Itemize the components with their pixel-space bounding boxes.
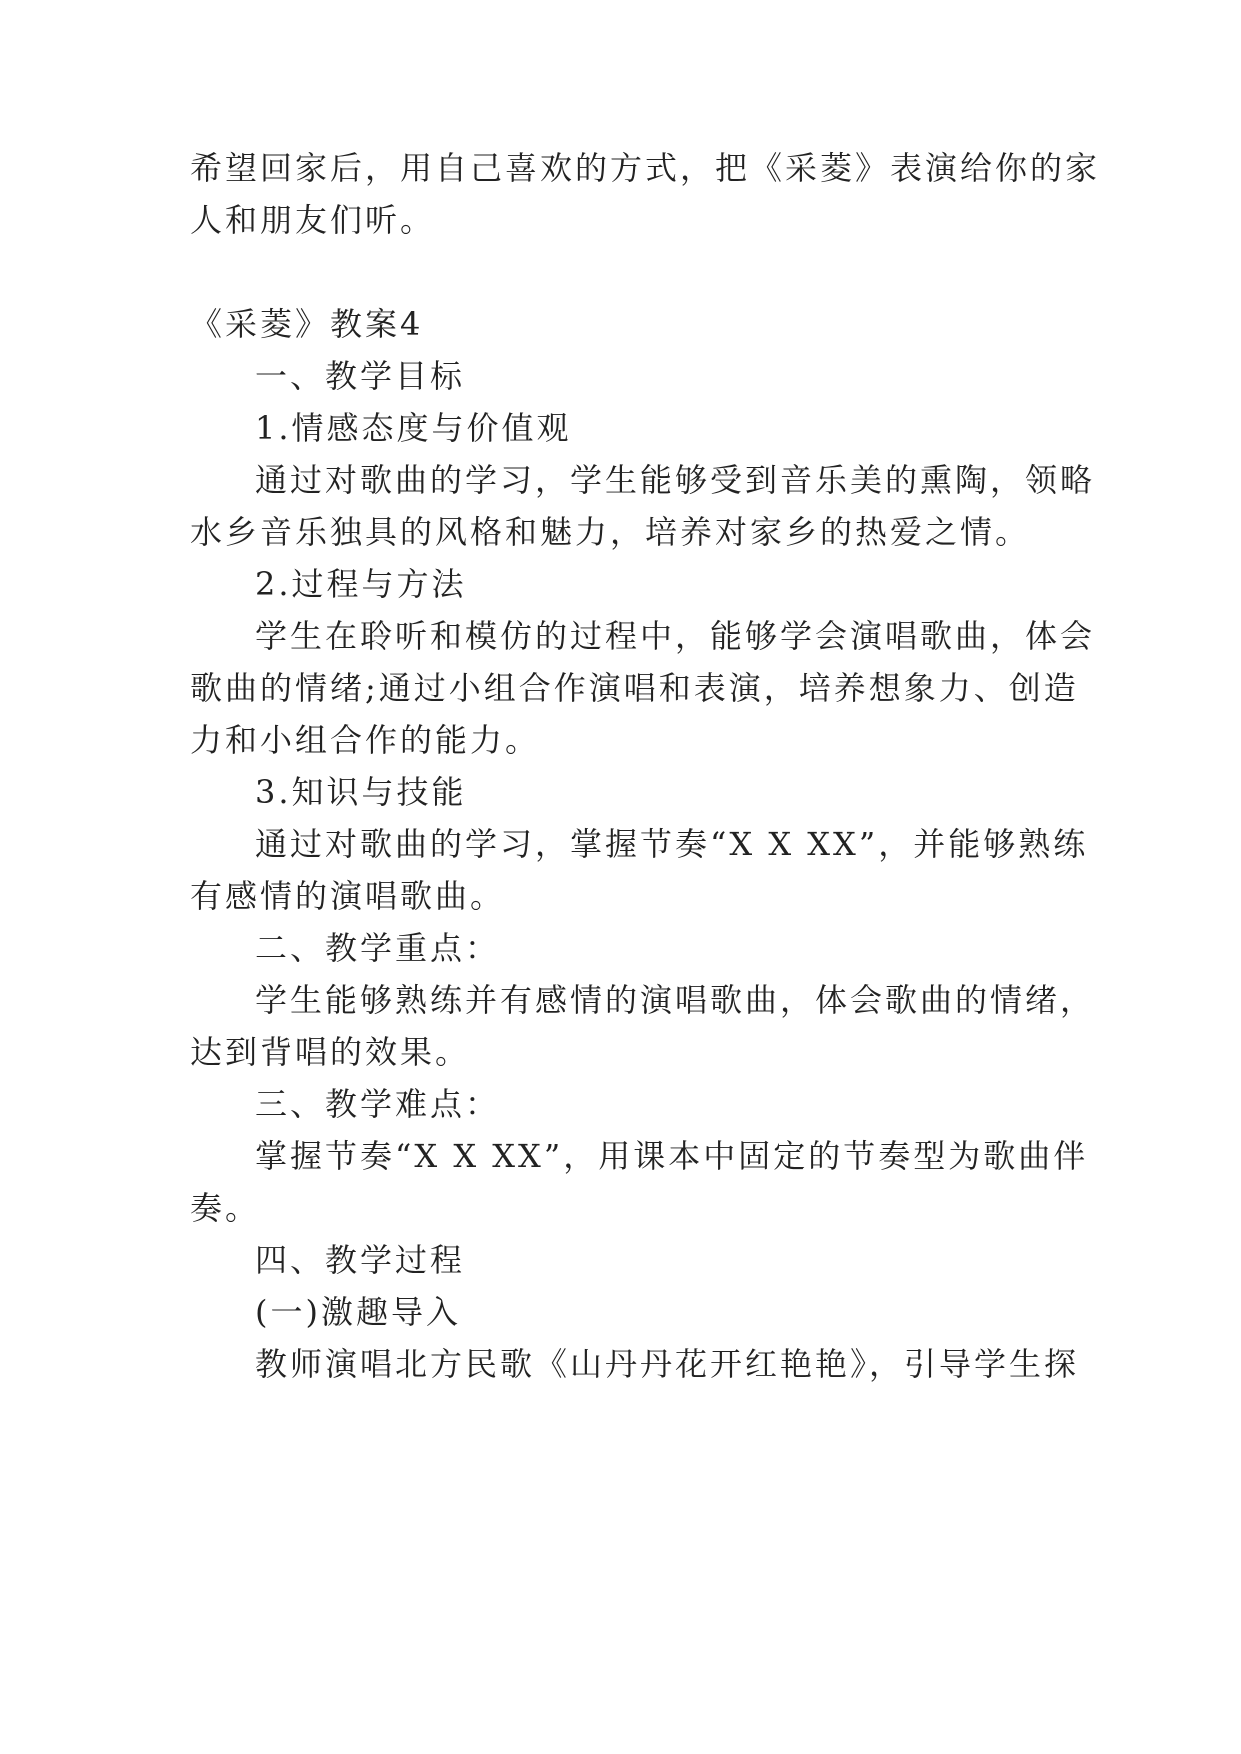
paragraph-line: 力和小组合作的能力。 — [190, 721, 541, 759]
heading: 二、教学重点： — [255, 929, 501, 967]
section-title: 《采菱》教案4 — [190, 305, 424, 343]
paragraph-line: 掌握节奏“X X XX”，用课本中固定的节奏型为歌曲伴 — [255, 1137, 1089, 1175]
paragraph-line: 水乡音乐独具的风格和魅力，培养对家乡的热爱之情。 — [190, 513, 1031, 551]
paragraph-line: 有感情的演唱歌曲。 — [190, 877, 506, 915]
paragraph-line: 学生能够熟练并有感情的演唱歌曲，体会歌曲的情绪， — [255, 981, 1096, 1019]
subheading: (一)激趣导入 — [255, 1293, 461, 1331]
paragraph-line: 达到背唱的效果。 — [190, 1033, 471, 1071]
heading: 四、教学过程 — [255, 1241, 466, 1279]
paragraph-line: 歌曲的情绪;通过小组合作演唱和表演，培养想象力、创造 — [190, 669, 1079, 707]
paragraph-line: 学生在聆听和模仿的过程中，能够学会演唱歌曲，体会 — [255, 617, 1096, 655]
subheading: 1.情感态度与价值观 — [255, 409, 572, 447]
heading: 三、教学难点： — [255, 1085, 501, 1123]
paragraph-line: 教师演唱北方民歌《山丹丹花开红艳艳》，引导学生探 — [255, 1345, 1080, 1383]
paragraph-line: 希望回家后，用自己喜欢的方式，把《采菱》表演给你的家 — [190, 149, 1101, 187]
paragraph-line: 奏。 — [190, 1189, 261, 1227]
paragraph-line: 通过对歌曲的学习，学生能够受到音乐美的熏陶，领略 — [255, 461, 1096, 499]
subheading: 2.过程与方法 — [255, 565, 467, 603]
paragraph-line: 人和朋友们听。 — [190, 201, 436, 239]
paragraph-line: 通过对歌曲的学习，掌握节奏“X X XX”，并能够熟练 — [255, 825, 1089, 863]
heading: 一、教学目标 — [255, 357, 466, 395]
subheading: 3.知识与技能 — [255, 773, 467, 811]
